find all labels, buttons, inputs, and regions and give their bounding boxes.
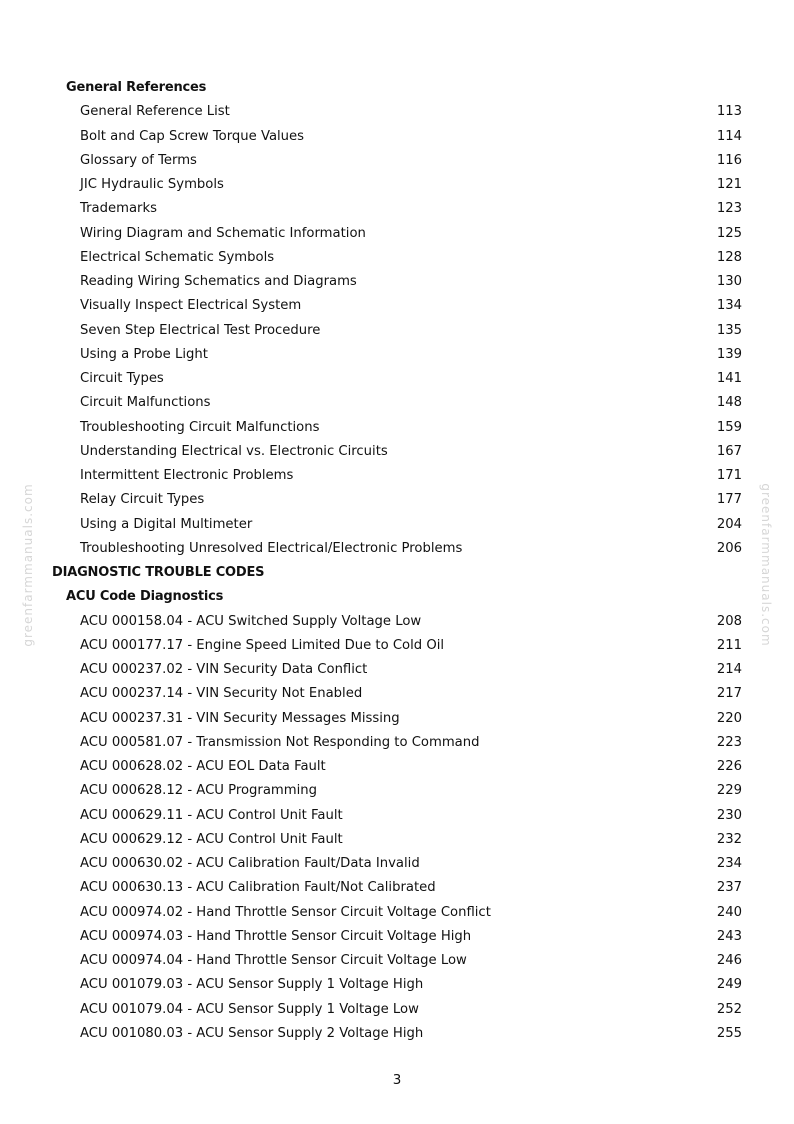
toc-entry[interactable] [0,464,794,488]
toc-entry[interactable] [0,416,794,440]
toc-entry[interactable] [0,1022,794,1046]
toc-entry-title: ACU 000630.13 - ACU Calibration Fault/Not Calibrated [80,880,436,896]
toc-entry-title: Relay Circuit Types [80,492,205,508]
toc-entry[interactable] [0,488,794,512]
toc-entry-page-number: 249 [716,977,742,993]
toc-entry-title: ACU 000629.11 - ACU Control Unit Fault [80,807,343,823]
toc-entry-page-number: 134 [716,298,742,314]
toc-entry-title: Circuit Malfunctions [80,395,211,411]
toc-entry[interactable] [0,294,794,318]
toc-entry-page-number: 128 [716,249,742,265]
toc-entry[interactable] [0,779,794,803]
toc-entry-title: ACU 001080.03 - ACU Sensor Supply 2 Voltage High [80,1025,424,1041]
toc-entry[interactable] [0,731,794,755]
toc-entry-title: ACU 000974.02 - Hand Throttle Sensor Circuit Voltage Conflict [80,904,491,920]
toc-entry-page-number: 135 [716,322,742,338]
toc-entry-title: Reading Wiring Schematics and Diagrams [80,274,357,289]
toc-entry-title: Intermittent Electronic Problems [80,468,294,483]
toc-entry-page-number: 141 [716,371,742,386]
page-number: 3 [392,1072,402,1088]
toc-entry-title: ACU 000628.02 - ACU EOL Data Fault [80,759,326,774]
toc-entry-title: ACU 000177.17 - Engine Speed Limited Due to Cold Oil [80,637,445,653]
toc-entry-page-number: 255 [716,1025,742,1041]
toc-entry-title: Glossary of Terms [80,152,197,168]
toc-entry-title: ACU 000581.07 - Transmission Not Responding to Command [80,734,480,750]
toc-entry-page-number: 230 [716,807,742,823]
toc-entry-title: Circuit Types [80,371,164,386]
toc-entry-page-number: 204 [716,516,742,532]
toc-entry-page-number: 243 [716,928,742,944]
toc-entry[interactable] [0,246,794,270]
toc-entry-title: Electrical Schematic Symbols [80,249,275,265]
toc-entry[interactable] [0,173,794,197]
toc-entry-title: ACU 000237.02 - VIN Security Data Conflict [80,662,368,677]
toc-entry-page-number: 171 [716,468,742,483]
toc-entry-page-number: 130 [716,274,742,289]
toc-entry-page-number: 167 [716,443,742,459]
toc-entry[interactable] [0,658,794,682]
section-heading-label: ACU Code Diagnostics [66,589,224,605]
toc-entry-page-number: 234 [716,856,742,871]
toc-entry-page-number: 229 [716,783,742,799]
toc-entry-title: ACU 001079.04 - ACU Sensor Supply 1 Voltage Low [80,1001,419,1017]
toc-entry-page-number: 211 [716,637,742,653]
toc-entry[interactable] [0,270,794,294]
watermark-right: greenfarmmanuals.com [759,483,773,647]
toc-entry-page-number: 223 [716,734,742,750]
toc-entry-title: ACU 000237.31 - VIN Security Messages Missing [80,710,400,726]
toc-entry[interactable] [0,610,794,634]
toc-entry[interactable] [0,925,794,949]
toc-entry-page-number: 113 [716,104,742,120]
toc-entry-page-number: 217 [716,686,742,702]
toc-entry-title: ACU 000974.03 - Hand Throttle Sensor Circuit Voltage High [80,928,472,944]
toc-entry-page-number: 125 [716,225,742,241]
toc-entry-page-number: 139 [716,346,742,362]
general-references-list [0,100,794,561]
toc-entry[interactable] [0,998,794,1022]
toc-entry-page-number: 237 [716,880,742,896]
toc-entry-title: Trademarks [80,201,157,217]
table-of-contents [0,76,794,1046]
toc-entry-title: ACU 000628.12 - ACU Programming [80,783,318,799]
toc-entry-page-number: 159 [716,419,742,435]
toc-entry[interactable] [0,319,794,343]
toc-entry-page-number: 240 [716,904,742,920]
toc-entry-page-number: 220 [716,710,742,726]
toc-entry-page-number: 246 [716,953,742,968]
toc-entry[interactable] [0,440,794,464]
toc-entry[interactable] [0,537,794,561]
watermark-left: greenfarmmanuals.com [21,483,35,647]
toc-entry[interactable] [0,876,794,900]
toc-entry[interactable] [0,149,794,173]
toc-entry-title: ACU 000158.04 - ACU Switched Supply Voltage Low [80,613,422,629]
toc-entry-page-number: 116 [716,152,742,168]
chapter-heading-label: DIAGNOSTIC TROUBLE CODES [52,565,265,580]
toc-entry-title: Understanding Electrical vs. Electronic Circuits [80,443,388,459]
toc-entry[interactable] [0,513,794,537]
toc-entry-title: Visually Inspect Electrical System [80,298,302,314]
toc-entry-page-number: 121 [716,177,742,192]
toc-entry-page-number: 252 [716,1001,742,1017]
toc-entry[interactable] [0,391,794,415]
toc-entry-page-number: 214 [716,662,742,677]
toc-entry-page-number: 114 [716,128,742,144]
toc-entry[interactable] [0,901,794,925]
toc-entry[interactable] [0,973,794,997]
toc-entry-title: Using a Probe Light [80,346,208,362]
section-heading-general-references [0,76,794,100]
toc-entry-page-number: 148 [716,395,742,411]
toc-entry[interactable] [0,125,794,149]
toc-entry-title: ACU 000629.12 - ACU Control Unit Fault [80,831,343,847]
toc-entry[interactable] [0,197,794,221]
toc-entry[interactable] [0,343,794,367]
toc-entry-page-number: 232 [716,831,742,847]
toc-entry[interactable] [0,949,794,973]
toc-entry[interactable] [0,828,794,852]
section-heading-label: General References [66,80,207,95]
toc-entry-title: Seven Step Electrical Test Procedure [80,322,321,338]
toc-entry-title: Using a Digital Multimeter [80,516,253,532]
toc-entry-page-number: 226 [716,759,742,774]
toc-entry[interactable] [0,682,794,706]
toc-entry-page-number: 123 [716,201,742,217]
toc-entry[interactable] [0,634,794,658]
toc-entry[interactable] [0,804,794,828]
chapter-heading-diagnostic-trouble-codes [0,561,794,585]
toc-entry[interactable] [0,852,794,876]
toc-entry-title: Troubleshooting Unresolved Electrical/Electronic Problems [80,540,463,556]
toc-entry-title: Bolt and Cap Screw Torque Values [80,128,305,144]
toc-entry[interactable] [0,222,794,246]
toc-entry-title: JIC Hydraulic Symbols [80,177,224,192]
toc-entry-page-number: 206 [716,540,742,556]
toc-entry-title: ACU 001079.03 - ACU Sensor Supply 1 Voltage High [80,977,424,993]
toc-entry[interactable] [0,367,794,391]
toc-entry-title: ACU 000630.02 - ACU Calibration Fault/Data Invalid [80,856,420,871]
toc-entry-title: Troubleshooting Circuit Malfunctions [80,419,320,435]
toc-entry-page-number: 177 [716,492,742,508]
toc-entry[interactable] [0,100,794,124]
acu-code-diagnostics-list [0,610,794,1047]
toc-entry-title: General Reference List [80,104,230,120]
toc-entry[interactable] [0,707,794,731]
toc-entry-title: ACU 000237.14 - VIN Security Not Enabled [80,686,363,702]
toc-entry[interactable] [0,755,794,779]
toc-entry-page-number: 208 [716,613,742,629]
toc-entry-title: ACU 000974.04 - Hand Throttle Sensor Circuit Voltage Low [80,953,467,968]
toc-entry-title: Wiring Diagram and Schematic Information [80,225,366,241]
section-heading-acu-code-diagnostics [0,585,794,609]
